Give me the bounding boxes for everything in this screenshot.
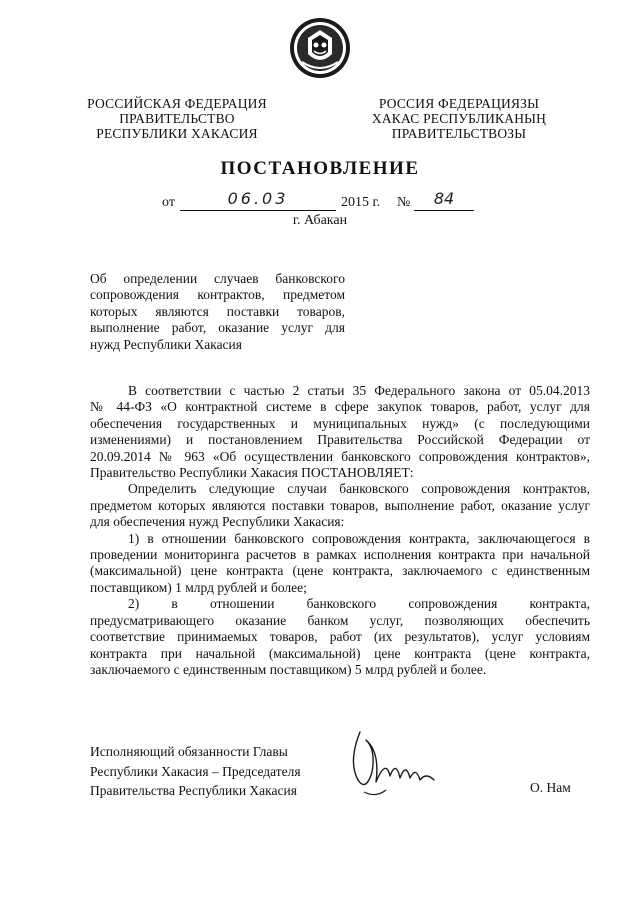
body-line: предметом которых являются поставки товаров, выполнение работ, оказание услуг: [90, 497, 590, 513]
handwritten-date: 06.03: [227, 189, 289, 208]
signature-title-block: [90, 742, 330, 801]
subject-line: Об определении случаев банковского: [90, 271, 345, 286]
subject-line: сопровождения контрактов, предметом: [90, 287, 345, 303]
number-underline: [414, 210, 474, 211]
signer-position-line: Правительства Республики Хакасия: [90, 783, 297, 798]
header-left: [72, 96, 282, 141]
subject-line: которых являются поставки товаров,: [90, 303, 345, 319]
header-left-line: РОССИЙСКАЯ ФЕДЕРАЦИЯ: [87, 96, 267, 111]
header-left-line: РЕСПУБЛИКИ ХАКАСИЯ: [96, 126, 258, 141]
header-left-line: ПРАВИТЕЛЬСТВО: [119, 111, 235, 126]
signer-position-line: Республики Хакасия – Председателя: [90, 763, 301, 779]
body-line: проведении мониторинга расчетов в рамках исполнения контракта при начальной: [90, 547, 590, 563]
handwritten-number: 84: [433, 189, 455, 208]
date-underline: [180, 210, 336, 211]
body-line: для обеспечения нужд Республики Хакасия:: [90, 514, 345, 530]
body-line: Правительство Республики Хакасия ПОСТАНОВЛЯЕТ:: [90, 465, 414, 481]
document-title: ПОСТАНОВЛЕНИЕ: [220, 158, 420, 179]
signer-name: О. Нам: [530, 780, 571, 795]
body-line: 2) в отношении банковского сопровождения контракта,: [128, 596, 590, 612]
signer-position-line: Исполняющий обязанности Главы: [90, 744, 288, 759]
number-sign: №: [397, 195, 411, 210]
date-prefix: от: [162, 195, 175, 210]
coat-of-arms-emblem: [288, 16, 352, 80]
subject-line: нужд Республики Хакасия: [90, 336, 242, 352]
header-right: [354, 96, 564, 141]
body-line: Определить следующие случаи банковского сопровождения контрактов,: [128, 481, 590, 497]
body-line: изменениями) и постановлением Правительства Российской Федерации от: [90, 432, 590, 448]
header-right-line: ХАКАС РЕСПУБЛИКАНЫҢ: [371, 111, 547, 126]
document-body: [90, 383, 590, 678]
document-subject: [90, 271, 345, 353]
body-line: № 44-ФЗ «О контрактной системе в сфере закупок товаров, работ, услуг для: [90, 399, 590, 415]
body-line: обеспечения государственных и муниципальных нужд» (с последующими: [90, 415, 590, 431]
city-name: г. Абакан: [292, 213, 348, 228]
subject-line: выполнение работ, оказание услуг для: [90, 320, 345, 336]
handwritten-signature: [346, 722, 446, 800]
body-line: поставщиком) 1 млрд рублей и более;: [90, 579, 307, 595]
header-right-line: РОССИЯ ФЕДЕРАЦИЯЗЫ: [378, 96, 540, 111]
body-line: заключаемого с единственным поставщиком) 5 млрд рублей и более.: [90, 661, 487, 677]
body-line: предусматривающего оказание банком услуг, позволяющих обеспечить: [90, 612, 590, 628]
body-line: 1) в отношении банковского сопровождения контракта, заключающегося в: [128, 530, 590, 546]
header-right-line: ПРАВИТЕЛЬСТВОЗЫ: [391, 126, 527, 141]
body-line: (максимальной) цене контракта (цене контракта, заключаемого с единственным: [90, 563, 590, 579]
body-line: В соответствии с частью 2 статьи 35 Федерального закона от 05.04.2013: [128, 383, 590, 398]
body-line: контракта при начальной (максимальной) цене контракта (цене контракта,: [90, 645, 590, 661]
body-line: соответствие принимаемых товаров, работ (их результатов), услуг условиям: [90, 629, 590, 645]
body-line: 20.09.2014 № 963 «Об осуществлении банковского сопровождения контрактов»,: [90, 448, 590, 464]
date-line: [0, 191, 640, 215]
date-year: 2015 г.: [341, 195, 381, 210]
